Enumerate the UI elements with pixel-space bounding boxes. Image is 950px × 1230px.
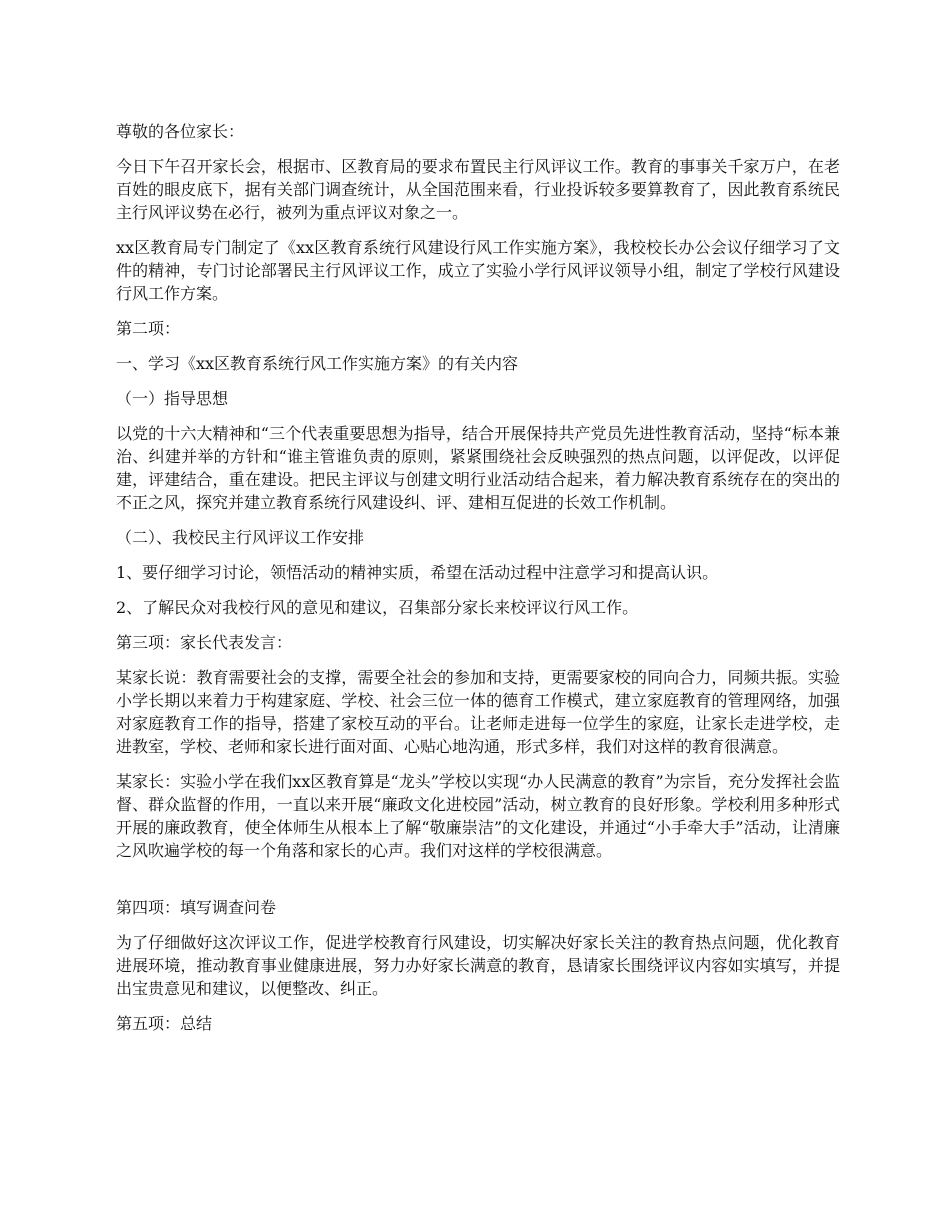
subheading-study-plan: 一、学习《xx区教育系统行风工作实施方案》的有关内容 [116, 354, 519, 373]
intro-paragraph: 今日下午召开家长会，根据市、区教育局的要求布置民主行风评议工作。教育的事事关千家万户，在老百姓的眼皮底下，据有关部门调查统计，从全国范围来看，行业投诉较多要算教育了，因此教育系统民主行风评议势在必行，被列为重点评议对象之一。 [116, 157, 840, 222]
bureau-plan-paragraph: xx区教育局专门制定了《xx区教育系统行风建设行风工作实施方案》，我校校长办公会议仔细学习了文件的精神，专门讨论部署民主行风评议工作，成立了实验小学行风评议领导小组，制定了学校行风建设行风工作方案。 [116, 238, 840, 303]
section-heading-item-2: 第二项： [116, 319, 181, 338]
section-heading-item-5: 第五项：总结 [116, 1014, 213, 1033]
subheading-guiding-ideology: （一）指导思想 [116, 389, 229, 408]
parent-speech-1: 某家长说：教育需要社会的支撑，需要全社会的参加和支持，更需要家校的同向合力，同频共振。实验小学长期以来着力于构建家庭、学校、社会三位一体的德育工作模式，建立家庭教育的管理网络，加强对家庭教育工作的指导，搭建了家校互动的平台。让老师走进每一位学生的家庭，让家长走进学校，走进教室，学校、老师和家长进行面对面、心贴心地沟通，形式多样，我们对这样的教育很满意。 [116, 668, 840, 756]
questionnaire-paragraph: 为了仔细做好这次评议工作，促进学校教育行风建设，切实解决好家长关注的教育热点问题，优化教育进展环境，推动教育事业健康进展，努力办好家长满意的教育，恳请家长围绕评议内容如实填写，并提出宝贵意见和建议，以便整改、纠正。 [116, 933, 840, 998]
section-heading-item-4: 第四项：填写调查问卷 [116, 898, 277, 917]
arrangement-point-2: 2、了解民众对我校行风的意见和建议，召集部分家长来校评议行风工作。 [116, 598, 639, 617]
arrangement-point-1: 1、要仔细学习讨论，领悟活动的精神实质，希望在活动过程中注意学习和提高认识。 [116, 563, 719, 582]
parent-speech-2: 某家长：实验小学在我们xx区教育算是“龙头”学校以实现“办人民满意的教育”为宗旨，充分发挥社会监督、群众监督的作用，一直以来开展“廉政文化进校园”活动，树立教育的良好形象。学校利用多种形式开展的廉政教育，使全体师生从根本上了解“敬廉崇洁”的文化建设，并通过“小手牵大手”活动，让清廉之风吹遍学校的每一个角落和家长的心声。我们对这样的学校很满意。 [116, 772, 840, 860]
guiding-ideology-paragraph: 以党的十六大精神和“三个代表重要思想为指导，结合开展保持共产党员先进性教育活动，坚持“标本兼治、纠建并举的方针和“谁主管谁负责的原则，紧紧围绕社会反映强烈的热点问题，以评促改，以评促建，评建结合，重在建设。把民主评议与创建文明行业活动结合起来，着力解决教育系统存在的突出的不正之风，探究并建立教育系统行风建设纠、评、建相互促进的长效工作机制。 [116, 424, 840, 512]
subheading-work-arrangement: （二）、我校民主行风评议工作安排 [116, 528, 365, 547]
document-page [116, 120, 840, 1047]
section-heading-item-3: 第三项：家长代表发言： [116, 633, 293, 652]
salutation: 尊敬的各位家长： [116, 122, 245, 141]
